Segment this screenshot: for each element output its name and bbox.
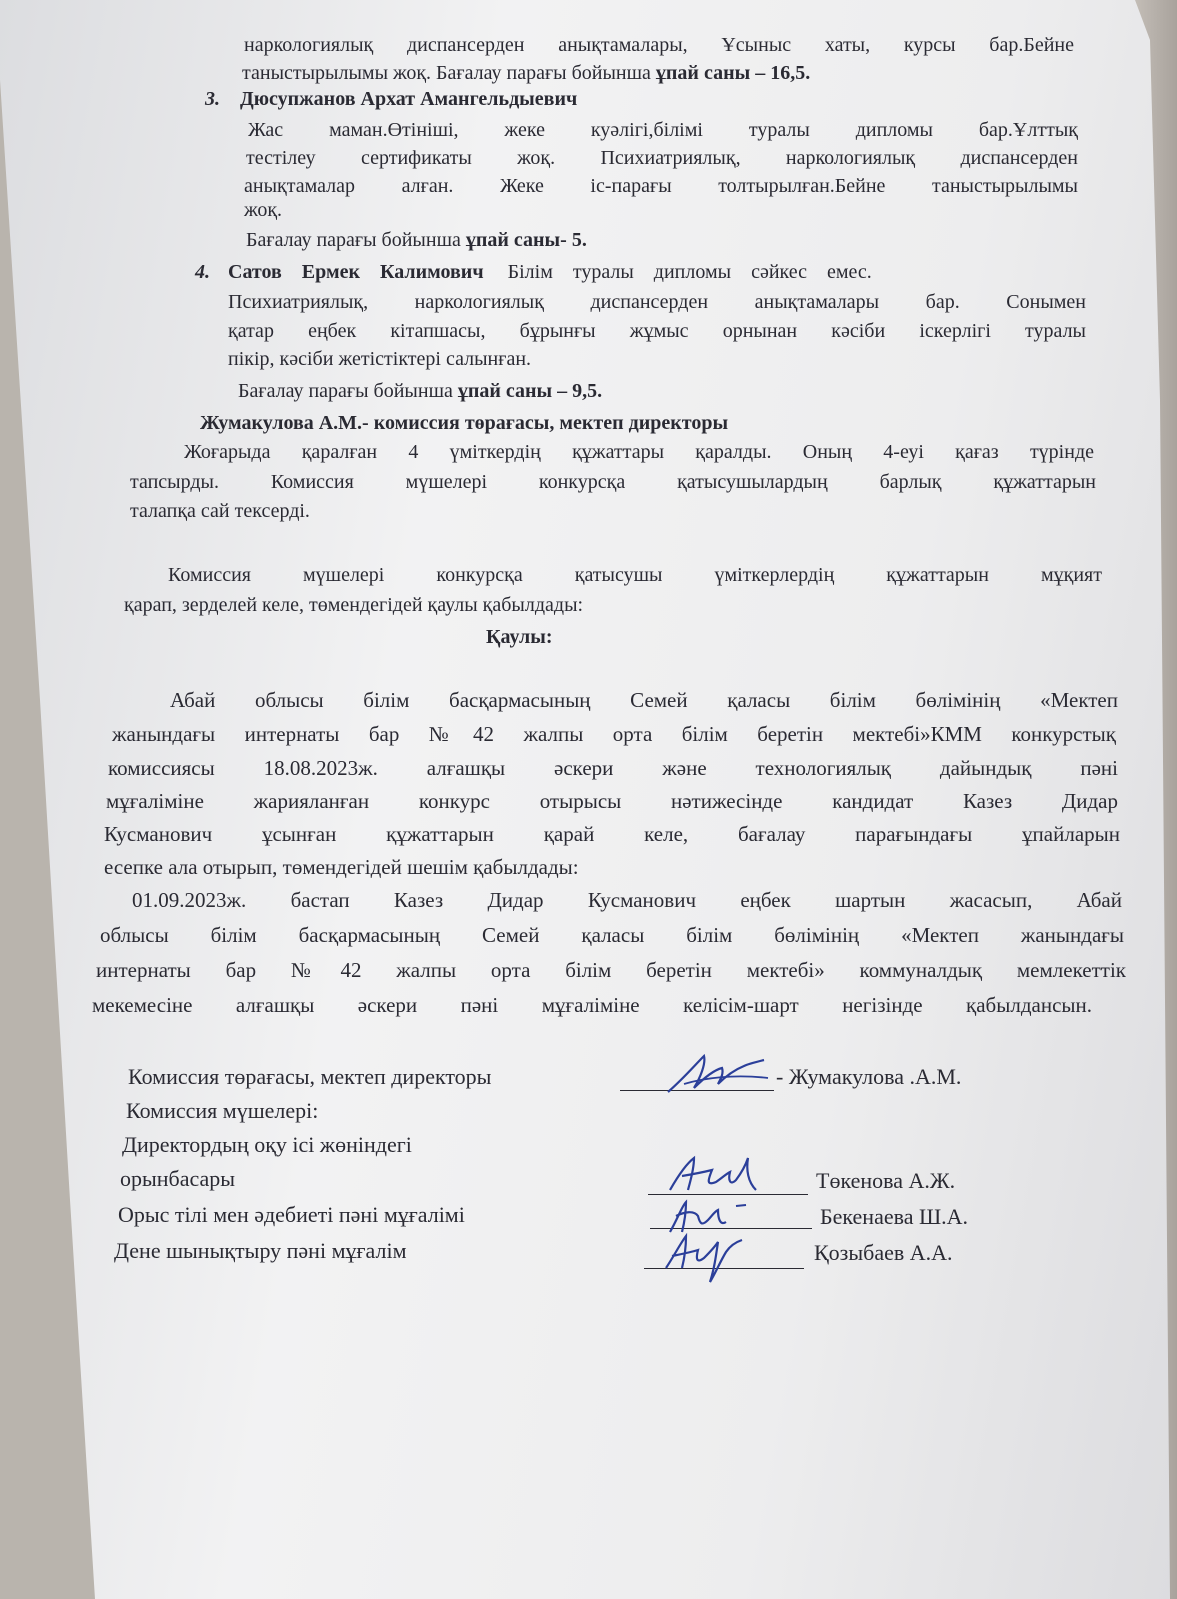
deputy-role-line-1: Директордың оқу ісі жөніндегі xyxy=(122,1132,412,1157)
text: тапсырды. Комиссия мүшелері конкурсқа қатысушылардың барлық құжаттарын xyxy=(130,471,1096,493)
text: тестілеу сертификаты жоқ. Психиатриялық, наркологиялық диспансерден xyxy=(246,147,1078,169)
item-3-line-4: жоқ. xyxy=(244,199,283,221)
text: облысы білім басқармасының Семей қаласы білім бөлімінің «Мектеп жанындағы xyxy=(100,923,1124,947)
chair-note-line-2 xyxy=(130,471,1096,493)
chair-heading: Жумакулова А.М.- комиссия төрағасы, мектеп директоры xyxy=(200,412,729,434)
chair-name xyxy=(776,1066,961,1088)
item-3-line-3 xyxy=(244,175,1078,197)
text: 01.09.2023ж. бастап Казез Дидар Кусманович еңбек шартын жасасып, Абай xyxy=(132,888,1122,912)
item-3-line-2 xyxy=(246,147,1078,169)
deputy-role-line-2: орынбасары xyxy=(120,1166,236,1191)
resolution-p2-line-2 xyxy=(100,924,1124,946)
item-4-line-4: пікір, кәсіби жетістіктері салынған. xyxy=(228,348,532,370)
resolution-p1-line-3 xyxy=(108,757,1118,779)
resolution-p1-line-2 xyxy=(112,723,1116,745)
item-4-number: 4. xyxy=(195,261,210,283)
text: наркологиялық диспансерден анықтамалары, Ұсыныс хаты, курсы бар.Бейне xyxy=(244,34,1074,56)
members-label: Комиссия мүшелері: xyxy=(126,1098,319,1123)
item-4-line-1 xyxy=(228,261,1088,283)
text: Абай облысы білім басқармасының Семей қаласы білім бөлімінің «Мектеп xyxy=(170,688,1118,712)
chair-note-line-3: талапқа сай тексерді. xyxy=(130,500,310,522)
text: Жас маман.Өтініші, жеке куәлігі,білімі туралы дипломы бар.Ұлттық xyxy=(248,119,1078,141)
score: ұпай саны- 5. xyxy=(465,229,587,251)
russian-teacher-name: Бекенаева Ш.А. xyxy=(820,1204,969,1229)
prev-item-line-1 xyxy=(244,34,1074,56)
text: таныстырылымы жоқ. Бағалау парағы бойынша xyxy=(242,62,656,84)
resolution-p1-line-1 xyxy=(170,689,1118,711)
item-3-number: 3. xyxy=(205,88,220,110)
pe-teacher-signature xyxy=(660,1228,760,1294)
item-4-line-2 xyxy=(228,291,1086,313)
item-3-line-1 xyxy=(248,119,1078,141)
resolution-p1-line-4 xyxy=(106,790,1118,812)
text: Бағалау парағы бойынша xyxy=(238,380,458,402)
review-line-2: қарап, зерделей келе, төмендегідей қаулы қабылдады: xyxy=(124,594,584,616)
text: Білім туралы дипломы сәйкес емес. xyxy=(507,261,872,283)
resolution-p2-line-3 xyxy=(96,959,1126,981)
resolution-p2-line-4 xyxy=(92,994,1092,1016)
prev-item-line-2 xyxy=(242,62,810,84)
deputy-name: Төкенова А.Ж. xyxy=(816,1168,956,1193)
text: қатар еңбек кітапшасы, бұрынғы жұмыс орнынан кәсіби іскерлігі туралы xyxy=(228,320,1086,342)
item-4-score xyxy=(238,380,602,402)
chair-signature xyxy=(664,1048,774,1104)
text: мұғаліміне жарияланған конкурс отырысы нәтижесінде кандидат Казез Дидар xyxy=(106,789,1118,813)
text: Кусманович ұсынған құжаттарын қарай келе, бағалау парағындағы ұпайларын xyxy=(104,822,1120,846)
pe-teacher-role: Дене шынықтыру пәні мұғалім xyxy=(114,1238,407,1263)
item-4-name: Сатов Ермек Калимович xyxy=(228,261,484,283)
text: жанындағы интернаты бар №42 жалпы орта білім беретін мектебі»КММ конкурстық xyxy=(112,722,1116,746)
score: ұпай саны – 9,5. xyxy=(457,380,603,402)
resolution-p1-line-5 xyxy=(104,823,1120,845)
resolution-p2-line-1 xyxy=(132,889,1122,911)
dash: - xyxy=(776,1064,789,1089)
text: Бағалау парағы бойынша xyxy=(246,229,466,251)
chair-role: Комиссия төрағасы, мектеп директоры xyxy=(128,1064,492,1089)
item-4-line-3 xyxy=(228,320,1086,342)
resolution-p1-line-6: есепке ала отырып, төмендегідей шешім қабылдады: xyxy=(104,855,579,879)
russian-teacher-role: Орыс тілі мен әдебиеті пәні мұғалімі xyxy=(118,1202,465,1227)
score: ұпай саны – 16,5. xyxy=(655,62,811,84)
item-3-score xyxy=(246,229,587,251)
pe-teacher-name: Қозыбаев А.А. xyxy=(814,1240,953,1265)
text: мекемесіне алғашқы әскери пәні мұғаліміне келісім-шарт негізінде қабылдансын. xyxy=(92,993,1092,1017)
item-3-name: Дюсупжанов Архат Амангельдыевич xyxy=(240,88,578,110)
text: Жоғарыда қаралған 4 үміткердің құжаттары қаралды. Оның 4-еуі қағаз түрінде xyxy=(184,441,1094,463)
text: анықтамалар алған. Жеке іс-парағы толтырылған.Бейне таныстырылымы xyxy=(244,175,1078,197)
text: интернаты бар №42 жалпы орта білім беретін мектебі» коммуналдық мемлекеттік xyxy=(96,958,1126,982)
resolution-title: Қаулы: xyxy=(486,626,553,648)
review-line-1 xyxy=(168,564,1102,586)
text: Комиссия мүшелері конкурсқа қатысушы үміткерлердің құжаттарын мұқият xyxy=(168,564,1102,586)
name: Жумакулова .А.М. xyxy=(788,1064,962,1089)
chair-note-line-1 xyxy=(184,441,1094,463)
text: комиссиясы 18.08.2023ж. алғашқы әскери және технологиялық дайындық пәні xyxy=(108,756,1118,780)
text: Психиатриялық, наркологиялық диспансерден анықтамалары бар. Сонымен xyxy=(228,291,1086,313)
